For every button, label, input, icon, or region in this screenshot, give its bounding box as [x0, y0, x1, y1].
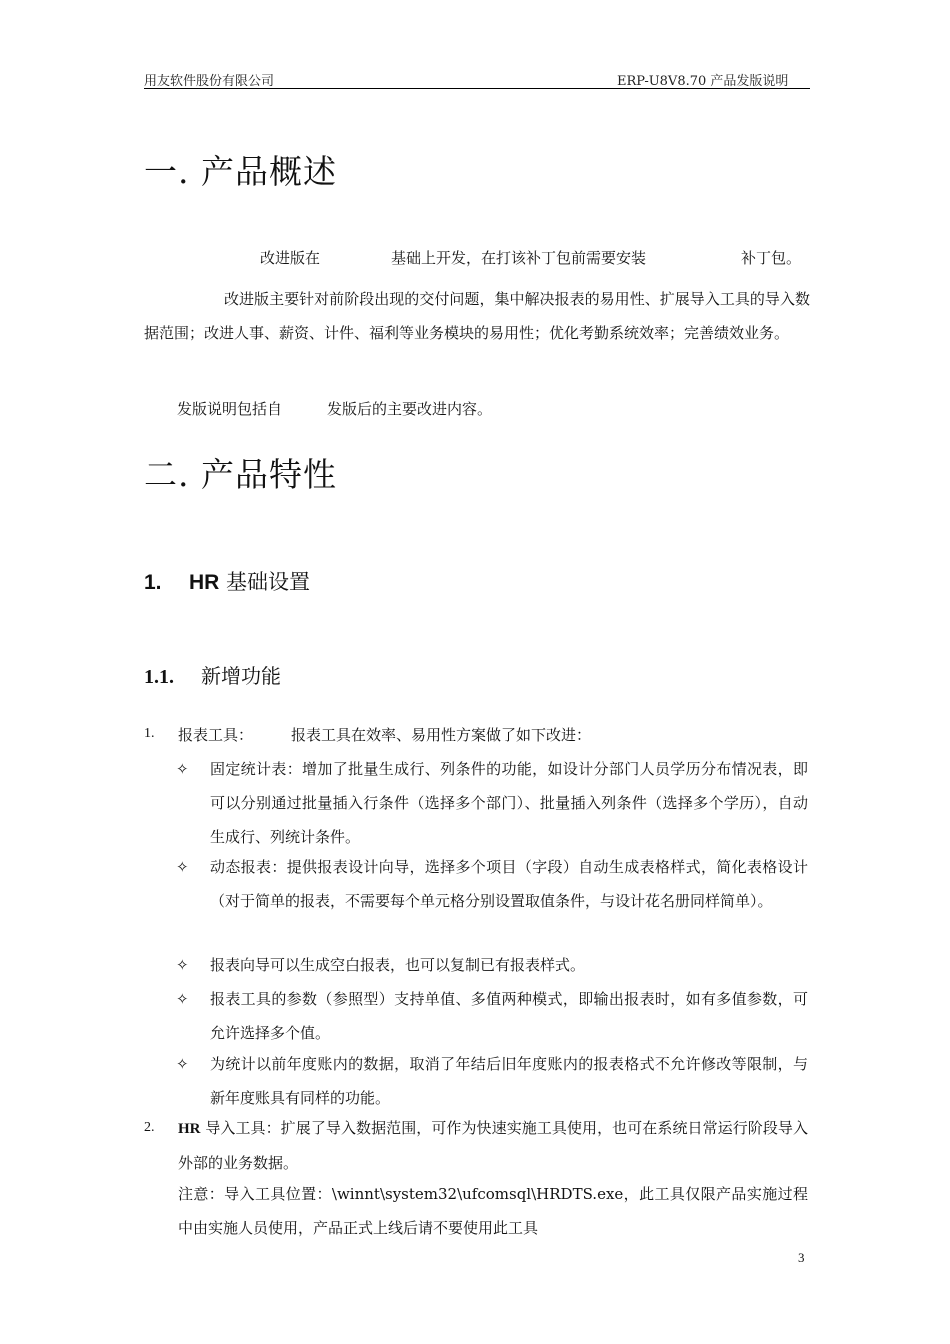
heading-hr-basic-settings — [144, 566, 310, 596]
page-number: 3 — [798, 1250, 805, 1265]
list-item-number-1: 1. — [144, 726, 155, 741]
list-item-2-body: 导入工具：扩展了导入数据范围，可作为快速实施工具使用，也可在系统日常运行阶段导入外部的业务数据。 — [178, 1119, 808, 1172]
list-item-1-text: 报表工具在效率、易用性方案做了如下改进： — [291, 726, 592, 744]
bullet-item-report-wizard: 报表向导可以生成空白报表，也可以复制已有报表样式。 — [210, 956, 586, 974]
header-doc-title: ERP-U8V8.70 产品发版说明 — [617, 74, 789, 89]
para1-part-c: 补丁包。 — [741, 249, 802, 267]
bullet-item-report-params: 报表工具的参数（参照型）支持单值、多值两种模式，即输出报表时，如有多值参数，可允许选择多个值。 — [210, 990, 808, 1042]
heading-hr-label: HR — [189, 571, 220, 594]
list-item-2-text — [178, 1111, 808, 1180]
list-item-number-2: 2. — [144, 1120, 155, 1135]
list-item-2-note: 注意：导入工具位置：\winnt\system32\ufcomsql\HRDTS.exe，此工具仅限产品实施过程中由实施人员使用，产品正式上线后请不要使用此工具 — [178, 1185, 808, 1237]
bullet-icon: ✧ — [176, 858, 189, 876]
list-item-1-label: 报表工具： — [178, 726, 254, 744]
heading-number: 1. — [144, 571, 162, 594]
heading-new-features — [144, 660, 281, 689]
para3-part-a: 发版说明包括自 — [177, 400, 283, 418]
bullet-icon: ✧ — [176, 760, 189, 778]
subheading-number: 1.1. — [144, 666, 174, 688]
header-company: 用友软件股份有限公司 — [144, 74, 275, 89]
header-divider — [144, 88, 810, 89]
para2: 改进版主要针对前阶段出现的交付问题，集中解决报表的易用性、扩展导入工具的导入数据范围；改进人事、薪资、计件、福利等业务模块的易用性；优化考勤系统效率；完善绩效业务。 — [144, 290, 810, 342]
bullet-icon: ✧ — [176, 1055, 189, 1073]
bullet-item-dynamic-report: 动态报表：提供报表设计向导，选择多个项目（字段）自动生成表格样式，简化表格设计（对于简单的报表，不需要每个单元格分别设置取值条件，与设计花名册同样简单）。 — [210, 858, 808, 910]
list-item-2-hr: HR — [178, 1121, 201, 1137]
subheading-text: 新增功能 — [201, 664, 281, 688]
section-title-features: 二. 产品特性 — [144, 455, 337, 494]
section-title-overview: 一. 产品概述 — [144, 152, 337, 191]
bullet-icon: ✧ — [176, 956, 189, 974]
para1-part-b: 基础上开发，在打该补丁包前需要安装 — [391, 249, 647, 267]
para3-part-b: 发版后的主要改进内容。 — [327, 400, 493, 418]
heading-text: 基础设置 — [226, 570, 311, 594]
bullet-item-prior-year: 为统计以前年度账内的数据，取消了年结后旧年度账内的报表格式不允许修改等限制，与新年度账具有同样的功能。 — [210, 1055, 808, 1107]
para1-part-a: 改进版在 — [260, 249, 321, 267]
bullet-icon: ✧ — [176, 990, 189, 1008]
bullet-item-fixed-stats: 固定统计表：增加了批量生成行、列条件的功能，如设计分部门人员学历分布情况表，即可以分别通过批量插入行条件（选择多个部门）、批量插入列条件（选择多个学历），自动生成行、列统计条件。 — [210, 760, 808, 846]
